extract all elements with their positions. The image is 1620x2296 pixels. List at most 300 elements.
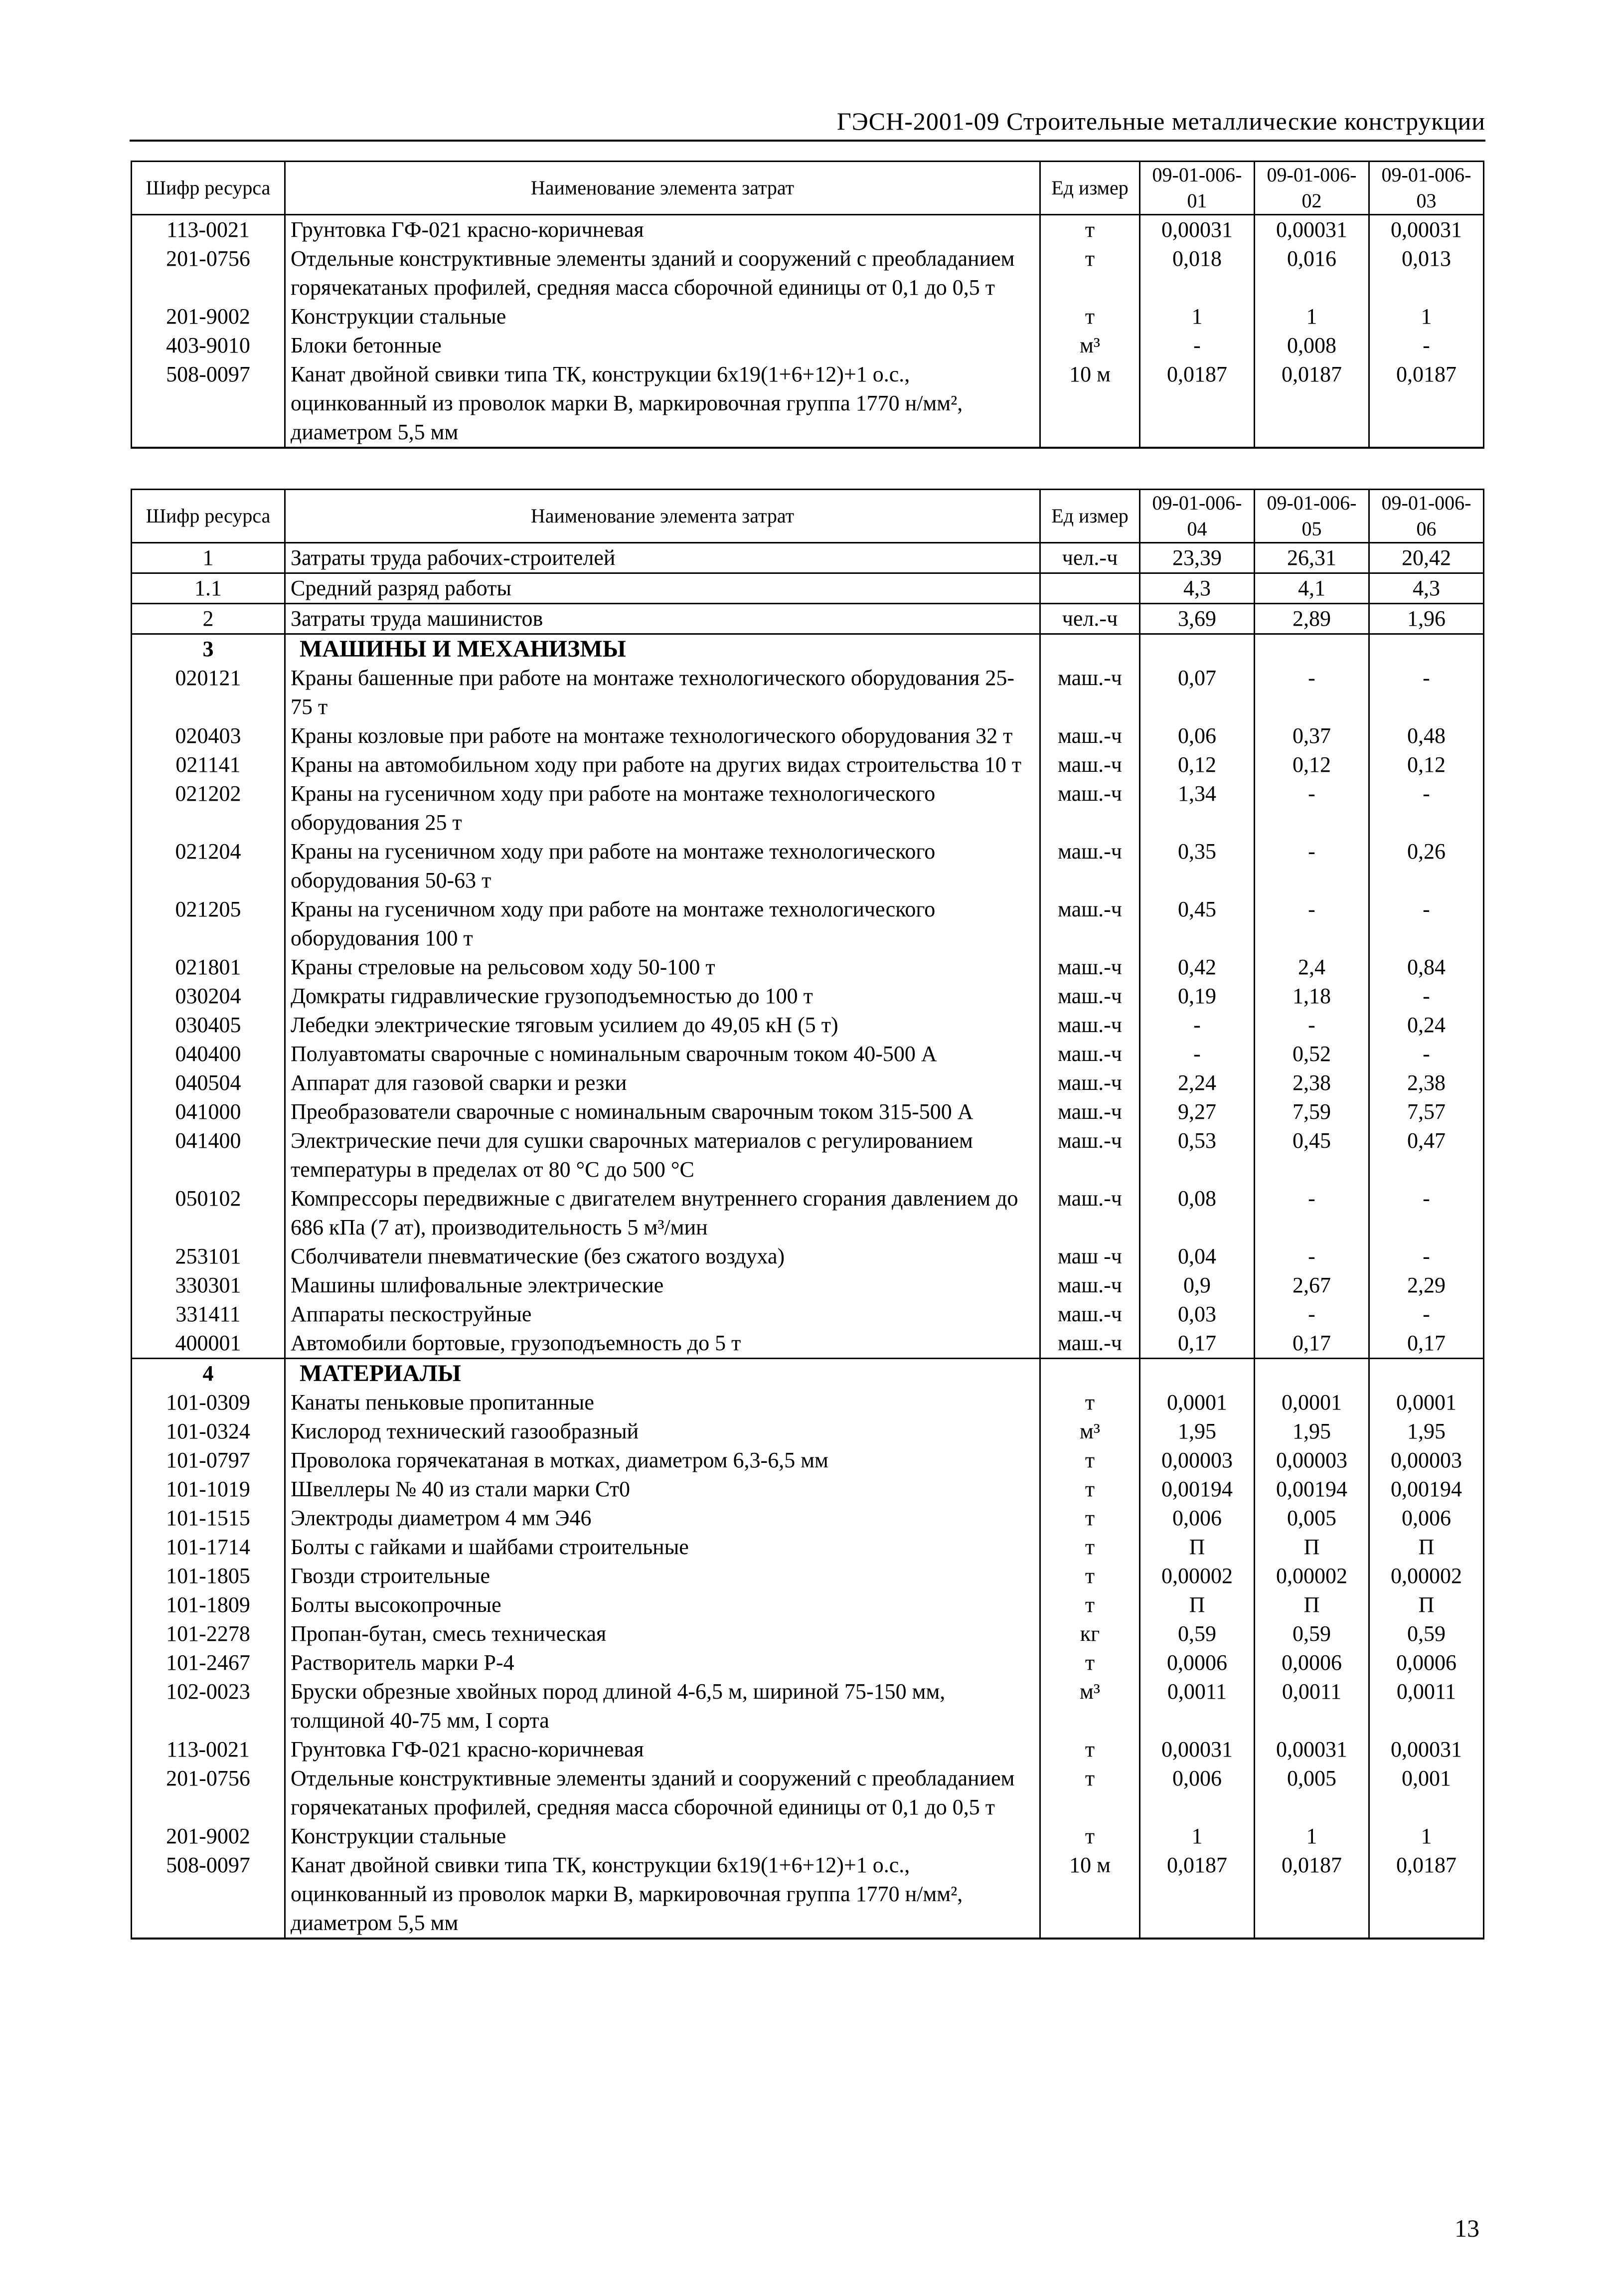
cell-unit: т — [1040, 1735, 1140, 1764]
table-row — [132, 1822, 1484, 1851]
cell-value: - — [1369, 1184, 1484, 1242]
cell-code: 101-1515 — [132, 1504, 285, 1533]
cell-value: 0,0001 — [1255, 1388, 1369, 1417]
cell-value: 9,27 — [1140, 1097, 1255, 1126]
cell-code: 400001 — [132, 1329, 285, 1359]
cell-value: 0,00002 — [1140, 1562, 1255, 1590]
cell-code: 508-0097 — [132, 1851, 285, 1939]
cell-name: Швеллеры № 40 из стали марки Ст0 — [285, 1475, 1040, 1504]
table-row — [132, 302, 1484, 331]
cell-value: 1,95 — [1369, 1417, 1484, 1446]
column-header-name: Наименование элемента затрат — [285, 162, 1040, 215]
cell-unit: м³ — [1040, 1417, 1140, 1446]
cell-unit: м³ — [1040, 331, 1140, 360]
cell-code: 041400 — [132, 1126, 285, 1184]
cell-value: 1 — [1255, 1822, 1369, 1851]
cell-value: 4,1 — [1255, 573, 1369, 604]
cell-value — [1369, 1359, 1484, 1389]
cell-code: 1.1 — [132, 573, 285, 604]
cell-value: 0,03 — [1140, 1300, 1255, 1329]
table-row — [132, 1504, 1484, 1533]
cell-value: 0,00031 — [1140, 1735, 1255, 1764]
cell-value: 0,08 — [1140, 1184, 1255, 1242]
cell-code: 021141 — [132, 750, 285, 779]
cell-value: 0,0187 — [1140, 1851, 1255, 1939]
cell-value: 0,0001 — [1369, 1388, 1484, 1417]
cell-value: 1 — [1140, 302, 1255, 331]
cell-name: Отдельные конструктивные элементы зданий и сооружений с преобладанием горячекатаных профилей, средняя масса сборочной единицы от 0,1 до 0,5 т — [285, 1764, 1040, 1822]
cell-unit: маш.-ч — [1040, 1068, 1140, 1097]
cell-code: 403-9010 — [132, 331, 285, 360]
cell-value: 0,17 — [1140, 1329, 1255, 1359]
cell-unit: т — [1040, 1504, 1140, 1533]
table-row — [132, 1388, 1484, 1417]
cell-unit: маш.-ч — [1040, 1011, 1140, 1040]
cell-value: - — [1255, 1011, 1369, 1040]
cell-code: 101-2278 — [132, 1619, 285, 1648]
column-header-norm-4: 09-01-006-04 — [1140, 490, 1255, 543]
cell-name: Блоки бетонные — [285, 331, 1040, 360]
cell-code: 201-9002 — [132, 302, 285, 331]
cell-value: 0,0011 — [1369, 1677, 1484, 1735]
section-row — [132, 634, 1484, 664]
cell-name: Краны на гусеничном ходу при работе на монтаже технологического оборудования 50-63 т — [285, 837, 1040, 895]
cell-value: 20,42 — [1369, 543, 1484, 573]
cell-code: 030204 — [132, 982, 285, 1011]
table-row — [132, 1011, 1484, 1040]
table-row — [132, 331, 1484, 360]
cell-unit — [1040, 1359, 1140, 1389]
cell-value: 0,48 — [1369, 721, 1484, 750]
table-row — [132, 1300, 1484, 1329]
cell-name: Краны башенные при работе на монтаже технологического оборудования 25-75 т — [285, 664, 1040, 721]
cell-value: 0,12 — [1369, 750, 1484, 779]
cell-name: Грунтовка ГФ-021 красно-коричневая — [285, 1735, 1040, 1764]
resource-table-2 — [131, 489, 1484, 1940]
table-body — [132, 215, 1484, 448]
cell-value: 0,26 — [1369, 837, 1484, 895]
cell-code: 101-1019 — [132, 1475, 285, 1504]
cell-code: 030405 — [132, 1011, 285, 1040]
cell-code: 021801 — [132, 953, 285, 982]
cell-value: 0,45 — [1140, 895, 1255, 953]
cell-code: 101-0797 — [132, 1446, 285, 1475]
cell-name: Автомобили бортовые, грузоподъемность до 5 т — [285, 1329, 1040, 1359]
cell-value: П — [1140, 1590, 1255, 1619]
cell-code: 101-1714 — [132, 1533, 285, 1562]
cell-value: 0,00002 — [1369, 1562, 1484, 1590]
cell-name: Сболчиватели пневматические (без сжатого воздуха) — [285, 1242, 1040, 1271]
cell-unit: маш.-ч — [1040, 895, 1140, 953]
cell-value: 0,00194 — [1369, 1475, 1484, 1504]
cell-value: 0,001 — [1369, 1764, 1484, 1822]
cell-value: 0,00031 — [1369, 1735, 1484, 1764]
cell-value: - — [1369, 895, 1484, 953]
cell-value: 1,34 — [1140, 779, 1255, 837]
cell-value: 0,00031 — [1140, 215, 1255, 245]
table-row — [132, 1562, 1484, 1590]
cell-unit: т — [1040, 1764, 1140, 1822]
cell-value: 0,07 — [1140, 664, 1255, 721]
cell-name: Затраты труда машинистов — [285, 604, 1040, 634]
cell-unit: т — [1040, 1388, 1140, 1417]
cell-unit: маш.-ч — [1040, 1040, 1140, 1068]
cell-value: 0,17 — [1369, 1329, 1484, 1359]
table-row — [132, 1619, 1484, 1648]
cell-value: 4,3 — [1140, 573, 1255, 604]
cell-value: 0,00003 — [1140, 1446, 1255, 1475]
cell-value: 0,0011 — [1255, 1677, 1369, 1735]
cell-value: - — [1369, 1040, 1484, 1068]
cell-value: 0,0006 — [1140, 1648, 1255, 1677]
cell-value: 0,00031 — [1369, 215, 1484, 245]
cell-code: 040400 — [132, 1040, 285, 1068]
cell-unit: маш.-ч — [1040, 779, 1140, 837]
cell-name: Конструкции стальные — [285, 1822, 1040, 1851]
cell-value: 0,0187 — [1140, 360, 1255, 448]
cell-value: - — [1140, 1040, 1255, 1068]
cell-value: 3,69 — [1140, 604, 1255, 634]
cell-value: 0,06 — [1140, 721, 1255, 750]
cell-value: 0,0187 — [1369, 360, 1484, 448]
cell-name: Канат двойной свивки типа ТК, конструкции 6х19(1+6+12)+1 о.с., оцинкованный из проволок марки В, маркировочная группа 1770 н/мм², диаметром 5,5 мм — [285, 360, 1040, 448]
cell-value: 2,67 — [1255, 1271, 1369, 1300]
cell-value: 0,016 — [1255, 244, 1369, 302]
cell-code: 331411 — [132, 1300, 285, 1329]
cell-name: Болты высокопрочные — [285, 1590, 1040, 1619]
cell-value: 26,31 — [1255, 543, 1369, 573]
column-header-norm-6: 09-01-006-06 — [1369, 490, 1484, 543]
cell-value: - — [1369, 331, 1484, 360]
cell-value: 0,0011 — [1140, 1677, 1255, 1735]
column-header-unit: Ед измер — [1040, 162, 1140, 215]
cell-name: Аппараты пескоструйные — [285, 1300, 1040, 1329]
cell-unit: маш.-ч — [1040, 1184, 1140, 1242]
table-row — [132, 1242, 1484, 1271]
table-row — [132, 664, 1484, 721]
cell-name: Домкраты гидравлические грузоподъемностью до 100 т — [285, 982, 1040, 1011]
cell-name: Проволока горячекатаная в мотках, диаметром 6,3-6,5 мм — [285, 1446, 1040, 1475]
cell-value: - — [1140, 331, 1255, 360]
cell-value: 0,006 — [1369, 1504, 1484, 1533]
cell-name: Лебедки электрические тяговым усилием до 49,05 кН (5 т) — [285, 1011, 1040, 1040]
cell-unit: маш.-ч — [1040, 1126, 1140, 1184]
cell-code: 1 — [132, 543, 285, 573]
cell-code: 201-0756 — [132, 244, 285, 302]
cell-code: 021202 — [132, 779, 285, 837]
cell-name: Краны на гусеничном ходу при работе на монтаже технологического оборудования 25 т — [285, 779, 1040, 837]
column-header-norm-2: 09-01-006-02 — [1255, 162, 1369, 215]
cell-unit: т — [1040, 1822, 1140, 1851]
cell-value: 0,0187 — [1369, 1851, 1484, 1939]
cell-value: 0,59 — [1140, 1619, 1255, 1648]
cell-value: - — [1255, 837, 1369, 895]
column-header-norm-1: 09-01-006-01 — [1140, 162, 1255, 215]
cell-unit: маш.-ч — [1040, 664, 1140, 721]
cell-name: Отдельные конструктивные элементы зданий и сооружений с преобладанием горячекатаных профилей, средняя масса сборочной единицы от 0,1 до 0,5 т — [285, 244, 1040, 302]
table-row — [132, 895, 1484, 953]
cell-code: 021204 — [132, 837, 285, 895]
table-row — [132, 779, 1484, 837]
cell-code: 101-1809 — [132, 1590, 285, 1619]
cell-value — [1369, 634, 1484, 664]
cell-value: 7,59 — [1255, 1097, 1369, 1126]
cell-code: 021205 — [132, 895, 285, 953]
table-row — [132, 1764, 1484, 1822]
cell-value: 1 — [1255, 302, 1369, 331]
cell-value: 0,52 — [1255, 1040, 1369, 1068]
cell-value: - — [1255, 664, 1369, 721]
cell-value — [1255, 634, 1369, 664]
cell-name: Растворитель марки Р-4 — [285, 1648, 1040, 1677]
cell-value: - — [1255, 779, 1369, 837]
table-row — [132, 1097, 1484, 1126]
table-row — [132, 244, 1484, 302]
cell-value: 0,00194 — [1140, 1475, 1255, 1504]
cell-value: 7,57 — [1369, 1097, 1484, 1126]
table-row — [132, 1851, 1484, 1939]
cell-value: П — [1369, 1590, 1484, 1619]
table-row — [132, 1590, 1484, 1619]
cell-value: 0,35 — [1140, 837, 1255, 895]
cell-name: Электроды диаметром 4 мм Э46 — [285, 1504, 1040, 1533]
cell-name: МАТЕРИАЛЫ — [285, 1359, 1040, 1389]
cell-value: 0,42 — [1140, 953, 1255, 982]
cell-value: 0,00002 — [1255, 1562, 1369, 1590]
cell-unit: т — [1040, 1648, 1140, 1677]
cell-value: 0,59 — [1255, 1619, 1369, 1648]
cell-name: Компрессоры передвижные с двигателем внутреннего сгорания давлением до 686 кПа (7 ат), производительность 5 м³/мин — [285, 1184, 1040, 1242]
cell-value: 0,59 — [1369, 1619, 1484, 1648]
cell-code: 508-0097 — [132, 360, 285, 448]
cell-unit: маш.-ч — [1040, 837, 1140, 895]
cell-value: 0,53 — [1140, 1126, 1255, 1184]
table-row — [132, 215, 1484, 245]
table-row — [132, 1446, 1484, 1475]
table-header-row — [132, 162, 1484, 215]
cell-name: Средний разряд работы — [285, 573, 1040, 604]
table-row — [132, 1271, 1484, 1300]
cell-value: П — [1140, 1533, 1255, 1562]
table-row — [132, 1533, 1484, 1562]
cell-value: - — [1369, 779, 1484, 837]
table-row — [132, 1329, 1484, 1359]
cell-value: П — [1255, 1590, 1369, 1619]
cell-unit: т — [1040, 1446, 1140, 1475]
cell-value: 0,19 — [1140, 982, 1255, 1011]
cell-value: 0,12 — [1140, 750, 1255, 779]
cell-unit: маш.-ч — [1040, 1271, 1140, 1300]
cell-unit: т — [1040, 1533, 1140, 1562]
column-header-norm-5: 09-01-006-05 — [1255, 490, 1369, 543]
cell-value: 0,005 — [1255, 1504, 1369, 1533]
cell-unit: маш.-ч — [1040, 982, 1140, 1011]
cell-unit: маш.-ч — [1040, 721, 1140, 750]
cell-value: - — [1369, 982, 1484, 1011]
cell-unit: чел.-ч — [1040, 543, 1140, 573]
cell-name: Машины шлифовальные электрические — [285, 1271, 1040, 1300]
cell-unit: маш -ч — [1040, 1242, 1140, 1271]
cell-value: 1,96 — [1369, 604, 1484, 634]
cell-value: 2,38 — [1255, 1068, 1369, 1097]
cell-code: 101-1805 — [132, 1562, 285, 1590]
cell-name: Гвозди строительные — [285, 1562, 1040, 1590]
cell-value: - — [1255, 1300, 1369, 1329]
cell-value: 0,24 — [1369, 1011, 1484, 1040]
cell-name: Затраты труда рабочих-строителей — [285, 543, 1040, 573]
cell-value: 1 — [1369, 1822, 1484, 1851]
cell-name: Канаты пеньковые пропитанные — [285, 1388, 1040, 1417]
cell-value: 0,9 — [1140, 1271, 1255, 1300]
cell-value: 2,38 — [1369, 1068, 1484, 1097]
table-row — [132, 1677, 1484, 1735]
cell-value: 0,84 — [1369, 953, 1484, 982]
cell-value: 1 — [1140, 1822, 1255, 1851]
column-header-unit: Ед измер — [1040, 490, 1140, 543]
cell-code: 3 — [132, 634, 285, 664]
table-row — [132, 1126, 1484, 1184]
cell-code: 020403 — [132, 721, 285, 750]
cell-value: 0,47 — [1369, 1126, 1484, 1184]
cell-code: 041000 — [132, 1097, 285, 1126]
cell-code: 040504 — [132, 1068, 285, 1097]
cell-value: 0,0187 — [1255, 360, 1369, 448]
cell-value: 0,006 — [1140, 1504, 1255, 1533]
table-row — [132, 837, 1484, 895]
cell-unit: маш.-ч — [1040, 1300, 1140, 1329]
cell-value: 0,12 — [1255, 750, 1369, 779]
cell-code: 050102 — [132, 1184, 285, 1242]
table-row — [132, 360, 1484, 448]
table-body — [132, 543, 1484, 1939]
table-row — [132, 1184, 1484, 1242]
cell-value: П — [1369, 1533, 1484, 1562]
cell-name: Конструкции стальные — [285, 302, 1040, 331]
cell-value: 1,95 — [1140, 1417, 1255, 1446]
page-header — [130, 100, 1485, 142]
cell-code: 113-0021 — [132, 1735, 285, 1764]
cell-name: Преобразователи сварочные с номинальным сварочным током 315-500 А — [285, 1097, 1040, 1126]
table-row — [132, 982, 1484, 1011]
page-number: 13 — [1455, 2214, 1479, 2242]
cell-value: П — [1255, 1533, 1369, 1562]
cell-code: 253101 — [132, 1242, 285, 1271]
cell-unit: т — [1040, 302, 1140, 331]
cell-name: Бруски обрезные хвойных пород длиной 4-6,5 м, шириной 75-150 мм, толщиной 40-75 мм, I сорта — [285, 1677, 1040, 1735]
cell-value: 0,0001 — [1140, 1388, 1255, 1417]
cell-value: 0,0187 — [1255, 1851, 1369, 1939]
cell-value: 4,3 — [1369, 573, 1484, 604]
cell-unit: т — [1040, 244, 1140, 302]
cell-value — [1140, 1359, 1255, 1389]
table-header-row — [132, 490, 1484, 543]
cell-unit: т — [1040, 215, 1140, 245]
cell-unit: маш.-ч — [1040, 1097, 1140, 1126]
cell-value: 0,00194 — [1255, 1475, 1369, 1504]
cell-value: 1 — [1369, 302, 1484, 331]
cell-code: 101-0309 — [132, 1388, 285, 1417]
cell-unit: маш.-ч — [1040, 750, 1140, 779]
cell-value: 1,18 — [1255, 982, 1369, 1011]
cell-value: 1,95 — [1255, 1417, 1369, 1446]
cell-value: 0,00003 — [1369, 1446, 1484, 1475]
table-row — [132, 953, 1484, 982]
cell-value: - — [1255, 1184, 1369, 1242]
cell-value: 0,0006 — [1369, 1648, 1484, 1677]
cell-unit — [1040, 634, 1140, 664]
cell-name: Кислород технический газообразный — [285, 1417, 1040, 1446]
cell-value: 0,04 — [1140, 1242, 1255, 1271]
cell-code: 201-0756 — [132, 1764, 285, 1822]
table-row — [132, 750, 1484, 779]
cell-code: 101-2467 — [132, 1648, 285, 1677]
cell-code: 102-0023 — [132, 1677, 285, 1735]
table-row — [132, 1040, 1484, 1068]
cell-value: 2,24 — [1140, 1068, 1255, 1097]
cell-value: 0,0006 — [1255, 1648, 1369, 1677]
cell-value: 0,018 — [1140, 244, 1255, 302]
section-row — [132, 1359, 1484, 1389]
cell-value: 0,37 — [1255, 721, 1369, 750]
cell-value — [1140, 634, 1255, 664]
table-row — [132, 604, 1484, 634]
cell-name: Пропан-бутан, смесь техническая — [285, 1619, 1040, 1648]
cell-name: Краны на гусеничном ходу при работе на монтаже технологического оборудования 100 т — [285, 895, 1040, 953]
cell-code: 101-0324 — [132, 1417, 285, 1446]
cell-value: 0,013 — [1369, 244, 1484, 302]
cell-value: 0,008 — [1255, 331, 1369, 360]
cell-value: 2,4 — [1255, 953, 1369, 982]
cell-value: 23,39 — [1140, 543, 1255, 573]
cell-name: Болты с гайками и шайбами строительные — [285, 1533, 1040, 1562]
table-row — [132, 1417, 1484, 1446]
cell-value: 0,006 — [1140, 1764, 1255, 1822]
cell-name: Краны стреловые на рельсовом ходу 50-100 т — [285, 953, 1040, 982]
column-header-norm-3: 09-01-006-03 — [1369, 162, 1484, 215]
cell-code: 113-0021 — [132, 215, 285, 245]
cell-value: 0,005 — [1255, 1764, 1369, 1822]
cell-unit: т — [1040, 1475, 1140, 1504]
cell-value: - — [1140, 1011, 1255, 1040]
cell-name: Канат двойной свивки типа ТК, конструкции 6х19(1+6+12)+1 о.с., оцинкованный из проволок марки В, маркировочная группа 1770 н/мм², диаметром 5,5 мм — [285, 1851, 1040, 1939]
cell-unit: 10 м — [1040, 360, 1140, 448]
column-header-code: Шифр ресурса — [132, 490, 285, 543]
table-row — [132, 1475, 1484, 1504]
cell-value: 0,00031 — [1255, 1735, 1369, 1764]
table-row — [132, 573, 1484, 604]
cell-unit: т — [1040, 1590, 1140, 1619]
table-row — [132, 1735, 1484, 1764]
cell-name: Электрические печи для сушки сварочных материалов с регулированием температуры в пределах от 80 °С до 500 °С — [285, 1126, 1040, 1184]
cell-value: 0,00003 — [1255, 1446, 1369, 1475]
cell-name: Грунтовка ГФ-021 красно-коричневая — [285, 215, 1040, 245]
cell-value: 0,00031 — [1255, 215, 1369, 245]
cell-value: - — [1369, 664, 1484, 721]
cell-value: - — [1369, 1242, 1484, 1271]
table-row — [132, 721, 1484, 750]
cell-unit: маш.-ч — [1040, 953, 1140, 982]
cell-unit — [1040, 573, 1140, 604]
cell-unit: 10 м — [1040, 1851, 1140, 1939]
column-header-code: Шифр ресурса — [132, 162, 285, 215]
cell-code: 020121 — [132, 664, 285, 721]
resource-table-1 — [131, 161, 1484, 449]
cell-code: 2 — [132, 604, 285, 634]
cell-name: Краны на автомобильном ходу при работе на других видах строительства 10 т — [285, 750, 1040, 779]
cell-value — [1255, 1359, 1369, 1389]
cell-name: МАШИНЫ И МЕХАНИЗМЫ — [285, 634, 1040, 664]
column-header-name: Наименование элемента затрат — [285, 490, 1040, 543]
